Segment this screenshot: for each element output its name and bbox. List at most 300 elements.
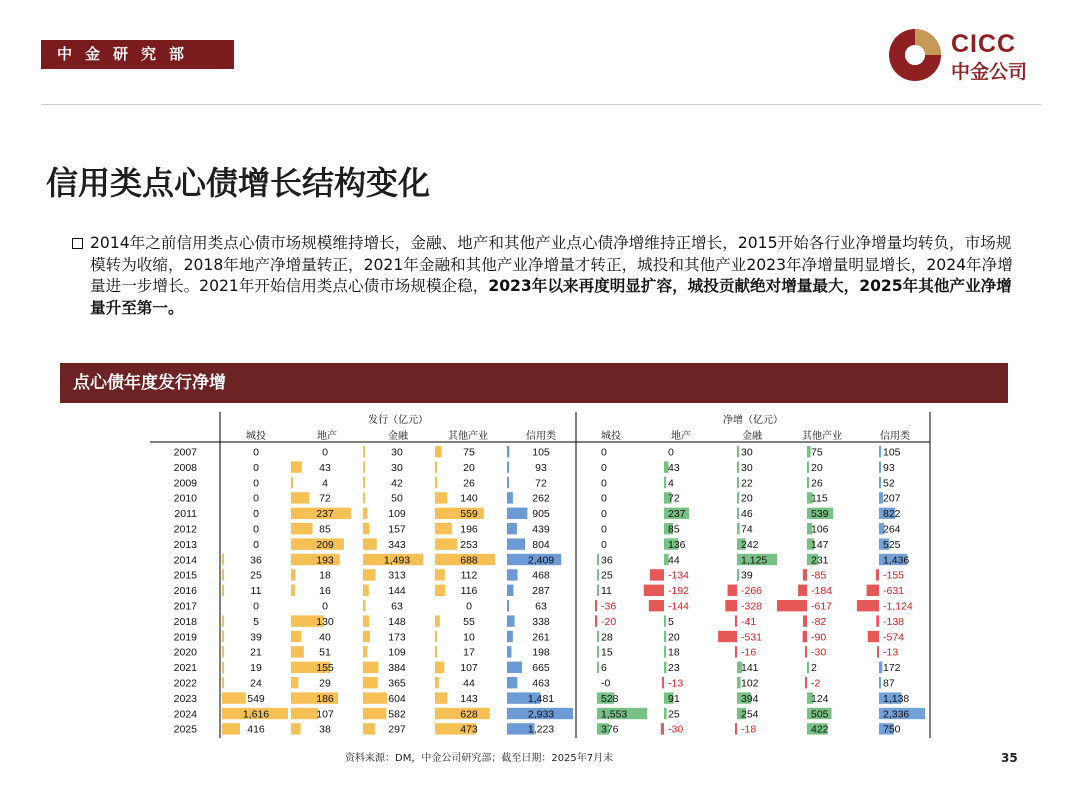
issuance-bar [435, 677, 439, 688]
page-number: 35 [1001, 751, 1018, 765]
issuance-bar [222, 585, 224, 596]
net-value: 26 [811, 477, 823, 490]
net-bar-positive [737, 523, 740, 534]
issuance-value: 26 [463, 477, 475, 490]
bullet-text-bold: 2023年以来再度明显扩容，城投贡献绝对增量最大，2025年其他产业净增量升至第一。 [90, 277, 1012, 317]
issuance-bar [363, 492, 365, 503]
issuance-col-header: 城投 [246, 431, 266, 442]
net-bar-negative [868, 631, 879, 642]
net-value: 0 [668, 446, 674, 459]
net-value: 25 [601, 569, 613, 582]
net-bar-positive [664, 708, 667, 719]
issuance-value: 72 [319, 492, 331, 505]
issuance-bar [291, 523, 313, 534]
issuance-bar [507, 677, 517, 688]
issuance-bar [507, 600, 509, 611]
net-value: 87 [883, 677, 895, 690]
net-value: 1,553 [601, 708, 628, 721]
net-bar-negative [867, 585, 879, 596]
year-label: 2022 [173, 677, 197, 690]
net-value: 172 [883, 662, 901, 675]
issuance-bar [291, 477, 293, 488]
net-bar-positive [597, 554, 599, 565]
issuance-value: 75 [463, 446, 475, 459]
issuance-bar [222, 569, 224, 580]
year-label: 2023 [173, 692, 197, 705]
net-bar-positive [597, 631, 599, 642]
issuance-value: 186 [316, 692, 334, 705]
issuance-bar [435, 646, 437, 657]
year-label: 2010 [173, 492, 197, 505]
net-value: 20 [741, 492, 753, 505]
net-value: 28 [601, 631, 613, 644]
issuance-value: 384 [388, 662, 406, 675]
issuance-bar [435, 692, 447, 703]
net-value: 105 [883, 446, 901, 459]
net-value: 115 [811, 492, 828, 505]
net-value: 505 [811, 708, 829, 721]
issuance-value: 0 [322, 446, 328, 459]
issuance-bar [363, 523, 369, 534]
issuance-bar [363, 461, 365, 472]
issuance-bar [507, 569, 518, 580]
issuance-value: 559 [460, 508, 478, 521]
net-value: 44 [668, 554, 680, 567]
net-value: 0 [601, 492, 607, 505]
net-value: 43 [668, 461, 680, 474]
issuance-value: 198 [532, 646, 550, 659]
net-value: -85 [811, 569, 827, 582]
issuance-value: 0 [253, 538, 259, 551]
net-bar-negative [735, 615, 737, 626]
net-bar-positive [879, 662, 882, 673]
net-value: -82 [811, 615, 827, 628]
issuance-bar [363, 677, 378, 688]
issuance-bar [363, 538, 377, 549]
net-value: 207 [883, 492, 901, 505]
issuance-value: 604 [388, 692, 406, 705]
net-value: 46 [741, 508, 753, 521]
net-value: -328 [741, 600, 763, 613]
net-value: 102 [741, 677, 759, 690]
issuance-value: 416 [247, 723, 265, 736]
page-title: 信用类点心债增长结构变化 [46, 164, 431, 202]
net-value: 2 [811, 662, 817, 675]
year-label: 2011 [174, 508, 197, 521]
net-value: 1,138 [883, 692, 910, 705]
issuance-bar [363, 631, 370, 642]
issuance-value: 63 [535, 600, 547, 613]
issuance-value: 157 [388, 523, 406, 536]
issuance-bar [222, 677, 224, 688]
net-value: 91 [668, 692, 680, 705]
issuance-value: 44 [463, 677, 475, 690]
issuance-value: 0 [253, 461, 259, 474]
net-group-header: 净增（亿元） [723, 415, 783, 426]
issuance-bar [507, 631, 513, 642]
net-value: -631 [883, 585, 905, 598]
issuance-value: 21 [250, 646, 262, 659]
net-value: 30 [741, 446, 753, 459]
issuance-bar [222, 554, 224, 565]
net-bar-positive [597, 569, 599, 580]
issuance-value: 0 [253, 508, 259, 521]
net-value: 4 [668, 477, 674, 490]
net-value: 6 [601, 662, 607, 675]
net-value: 136 [668, 538, 686, 551]
issuance-value: 1,481 [527, 692, 555, 705]
issuance-bar [222, 615, 224, 626]
issuance-col-header: 其他产业 [448, 431, 488, 442]
issuance-value: 473 [460, 723, 478, 736]
issuance-value: 140 [460, 492, 478, 505]
net-value: 0 [601, 446, 607, 459]
net-value: 822 [883, 508, 901, 521]
net-value: 539 [811, 508, 829, 521]
issuance-value: 343 [388, 538, 406, 551]
year-label: 2024 [173, 708, 197, 721]
net-bar-positive [597, 646, 599, 657]
issuance-value: 193 [316, 554, 334, 567]
issuance-value: 665 [532, 662, 550, 675]
issuance-value: 148 [388, 615, 406, 628]
net-bar-positive [737, 477, 739, 488]
issuance-group-header: 发行（亿元） [368, 415, 428, 426]
net-bar-negative [798, 585, 807, 596]
issuance-col-header: 地产 [317, 431, 337, 442]
net-bar-negative [735, 723, 737, 734]
issuance-value: 155 [316, 662, 334, 675]
net-value: 0 [601, 461, 607, 474]
issuance-value: 2,409 [527, 554, 555, 567]
issuance-value: 313 [388, 569, 406, 582]
net-value: -184 [811, 585, 833, 598]
net-bar-negative [662, 677, 664, 688]
issuance-value: 237 [316, 508, 334, 521]
net-bar-positive [879, 461, 881, 472]
net-bar-positive [879, 477, 881, 488]
year-label: 2017 [173, 600, 197, 613]
net-value: -16 [741, 646, 757, 659]
issuance-value: 209 [316, 538, 334, 551]
year-label: 2013 [173, 538, 197, 551]
issuance-col-header: 信用类 [526, 431, 556, 442]
year-label: 2008 [173, 461, 197, 474]
net-value: -531 [741, 631, 763, 644]
issuance-value: 549 [247, 692, 265, 705]
net-col-header: 其他产业 [802, 431, 842, 442]
issuance-value: 19 [250, 662, 262, 675]
year-label: 2014 [173, 554, 197, 567]
issuance-value: 107 [460, 662, 478, 675]
issuance-value: 109 [388, 508, 406, 521]
net-value: -1,124 [883, 600, 913, 613]
issuance-value: 804 [532, 538, 550, 551]
issuance-bar [507, 492, 513, 503]
net-value: -574 [883, 631, 905, 644]
net-bar-positive [737, 492, 739, 503]
issuance-value: 628 [460, 708, 478, 721]
net-value: 36 [601, 554, 613, 567]
issuance-bar [435, 538, 457, 549]
issuance-value: 107 [316, 708, 334, 721]
issuance-value: 905 [532, 508, 550, 521]
issuance-value: 1,493 [383, 554, 411, 567]
issuance-bar [291, 492, 309, 503]
net-value: 20 [811, 461, 823, 474]
issuance-value: 30 [391, 461, 403, 474]
issuance-value: 261 [532, 631, 550, 644]
year-label: 2019 [173, 631, 197, 644]
net-value: -18 [741, 723, 757, 736]
net-value: 147 [811, 538, 829, 551]
issuance-value: 38 [319, 723, 331, 736]
issuance-value: 468 [532, 569, 550, 582]
net-value: 264 [883, 523, 901, 536]
net-value: -134 [668, 569, 690, 582]
year-label: 2009 [173, 477, 197, 490]
net-value: 72 [668, 492, 680, 505]
net-bar-positive [737, 569, 739, 580]
issuance-value: 25 [250, 569, 262, 582]
net-value: -30 [811, 646, 827, 659]
net-value: 11 [601, 585, 612, 598]
issuance-bar [291, 723, 301, 734]
net-value: -2 [811, 677, 821, 690]
net-value: -36 [601, 600, 617, 613]
net-value: 0 [601, 523, 607, 536]
issuance-value: 1,616 [242, 708, 270, 721]
issuance-bar [363, 446, 365, 457]
issuance-bar [291, 569, 296, 580]
issuance-value: 196 [460, 523, 478, 536]
net-value: 141 [741, 662, 759, 675]
issuance-value: 297 [388, 723, 406, 736]
net-value: 254 [741, 708, 759, 721]
net-bar-negative [650, 569, 664, 580]
net-value: 22 [741, 477, 753, 490]
net-bar-negative [595, 600, 597, 611]
net-value: -192 [668, 585, 690, 598]
year-label: 2015 [173, 569, 197, 582]
issuance-bar [291, 708, 318, 719]
issuance-bar [435, 477, 437, 488]
issuance-bar [291, 677, 298, 688]
net-value: 75 [811, 446, 823, 459]
issuance-bar [507, 477, 509, 488]
issuance-value: 50 [391, 492, 403, 505]
net-bar-negative [876, 569, 879, 580]
issuance-bar [435, 523, 452, 534]
net-value: 0 [601, 477, 607, 490]
net-value: -41 [741, 615, 757, 628]
issuance-value: 2,933 [527, 708, 555, 721]
issuance-bar [363, 708, 386, 719]
issuance-bar [435, 585, 445, 596]
net-value: 422 [811, 723, 829, 736]
issuance-value: 43 [319, 461, 331, 474]
net-bar-negative [876, 615, 879, 626]
net-bar-negative [805, 677, 807, 688]
issuance-value: 143 [460, 692, 478, 705]
issuance-value: 5 [253, 615, 259, 628]
net-value: -90 [811, 631, 827, 644]
net-bar-positive [807, 662, 809, 673]
issuance-bar [507, 646, 511, 657]
net-bar-negative [661, 723, 664, 734]
issuance-bar [507, 446, 509, 457]
net-bar-negative [718, 631, 737, 642]
brand-cn: 中金公司 [951, 61, 1028, 83]
issuance-value: 116 [460, 585, 478, 598]
issuance-value: 253 [460, 538, 478, 551]
issuance-bar [435, 615, 440, 626]
net-value: -13 [668, 677, 684, 690]
net-value: 124 [811, 692, 829, 705]
issuance-bar [363, 508, 367, 519]
net-value: 93 [883, 461, 895, 474]
issuance-value: 338 [532, 615, 550, 628]
net-value: -0 [601, 677, 611, 690]
bullet-text-normal: 2014年之前信用类点心债市场规模维持增长，金融、地产和其他产业点心债净增维持正增长，2015开始各行业净增量均转负，市场规模转为收缩，2018年地产净增量转正，2021年金融和其他产业净增量才转正，城投和其他产业2023年净增量明显增长，2024年净增量进一步增长。2021年开始信用类点心债市场规模企稳， [90, 234, 1013, 295]
net-value: 106 [811, 523, 829, 536]
net-col-header: 地产 [671, 431, 691, 442]
net-value: 1,125 [741, 554, 768, 567]
net-bar-negative [735, 646, 737, 657]
net-col-header: 城投 [601, 431, 621, 442]
net-value: 525 [883, 538, 901, 551]
issuance-value: 16 [319, 585, 331, 598]
net-bar-negative [644, 585, 664, 596]
brand-en: CICC [951, 30, 1017, 58]
net-bar-negative [857, 600, 879, 611]
issuance-bar [363, 600, 366, 611]
net-bar-negative [649, 600, 664, 611]
net-value: 25 [668, 708, 680, 721]
year-label: 2016 [173, 585, 197, 598]
issuance-bar [363, 662, 378, 673]
issuance-value: 0 [253, 477, 259, 490]
issuance-value: 262 [532, 492, 550, 505]
issuance-value: 63 [391, 600, 403, 613]
issuance-value: 4 [322, 477, 328, 490]
issuance-bar [363, 477, 365, 488]
issuance-bar [507, 538, 525, 549]
net-bar-negative [728, 585, 737, 596]
issuance-value: 10 [463, 631, 475, 644]
net-bar-positive [664, 631, 666, 642]
net-value: 5 [668, 615, 674, 628]
year-label: 2007 [173, 446, 197, 459]
issuance-value: 72 [535, 477, 547, 490]
issuance-bar [507, 662, 522, 673]
net-col-header: 金融 [742, 431, 762, 442]
issuance-bar [222, 631, 224, 642]
net-bar-negative [803, 631, 807, 642]
net-bar-positive [597, 585, 599, 596]
issuance-bar [291, 461, 302, 472]
issuance-value: 0 [253, 492, 259, 505]
issuance-bar [363, 646, 367, 657]
net-value: 52 [883, 477, 895, 490]
net-bar-positive [737, 461, 739, 472]
year-label: 2021 [173, 662, 197, 675]
issuance-value: 688 [460, 554, 478, 567]
issuance-bar [507, 585, 513, 596]
issuance-bar [507, 461, 509, 472]
net-value: 0 [601, 508, 607, 521]
issuance-value: 11 [250, 585, 262, 598]
issuance-bar [435, 461, 437, 472]
issuance-bar [291, 631, 301, 642]
net-bar-positive [879, 446, 881, 457]
net-value: -144 [668, 600, 690, 613]
issuance-bar [363, 723, 375, 734]
issuance-bar [435, 492, 447, 503]
net-col-header: 信用类 [880, 431, 910, 442]
net-value: -30 [668, 723, 684, 736]
issuance-value: 42 [391, 477, 403, 490]
net-bar-positive [737, 508, 739, 519]
net-value: 2,336 [883, 708, 910, 721]
net-bar-negative [803, 569, 807, 580]
issuance-bar [291, 585, 295, 596]
issuance-bar [291, 646, 304, 657]
net-value: -13 [883, 646, 899, 659]
issuance-value: 0 [253, 523, 259, 536]
issuance-value: 109 [388, 646, 406, 659]
issuance-bar [222, 692, 246, 703]
issuance-bar [363, 692, 387, 703]
issuance-value: 130 [316, 615, 334, 628]
year-label: 2012 [173, 523, 197, 536]
issuance-value: 463 [532, 677, 550, 690]
net-value: 23 [668, 662, 680, 675]
net-value: 20 [668, 631, 680, 644]
year-label: 2018 [173, 615, 197, 628]
issuance-bar [435, 446, 442, 457]
year-label: 2020 [173, 646, 197, 659]
issuance-value: 39 [250, 631, 262, 644]
net-value: -20 [601, 615, 617, 628]
issuance-col-header: 金融 [388, 431, 408, 442]
issuance-value: 1,223 [527, 723, 555, 736]
issuance-bar [222, 662, 224, 673]
issuance-value: 93 [535, 461, 547, 474]
department-label: 中金研究部 [41, 40, 234, 69]
issuance-bar [363, 585, 369, 596]
net-bar-negative [777, 600, 807, 611]
issuance-bar [222, 723, 240, 734]
issuance-value: 29 [319, 677, 331, 690]
issuance-value: 17 [463, 646, 475, 659]
net-value: 1,436 [883, 554, 910, 567]
issuance-value: 144 [388, 585, 406, 598]
year-label: 2025 [173, 723, 197, 736]
net-value: 394 [741, 692, 759, 705]
net-bar-negative [805, 646, 807, 657]
net-value: 528 [601, 692, 619, 705]
net-value: 231 [811, 554, 829, 567]
net-bar-positive [664, 615, 666, 626]
net-bar-negative [595, 615, 597, 626]
net-value: 39 [741, 569, 753, 582]
issuance-value: 105 [532, 446, 550, 459]
issuance-bar [435, 569, 445, 580]
net-bar-positive [597, 662, 599, 673]
net-bar-positive [664, 477, 666, 488]
net-value: -266 [741, 585, 763, 598]
